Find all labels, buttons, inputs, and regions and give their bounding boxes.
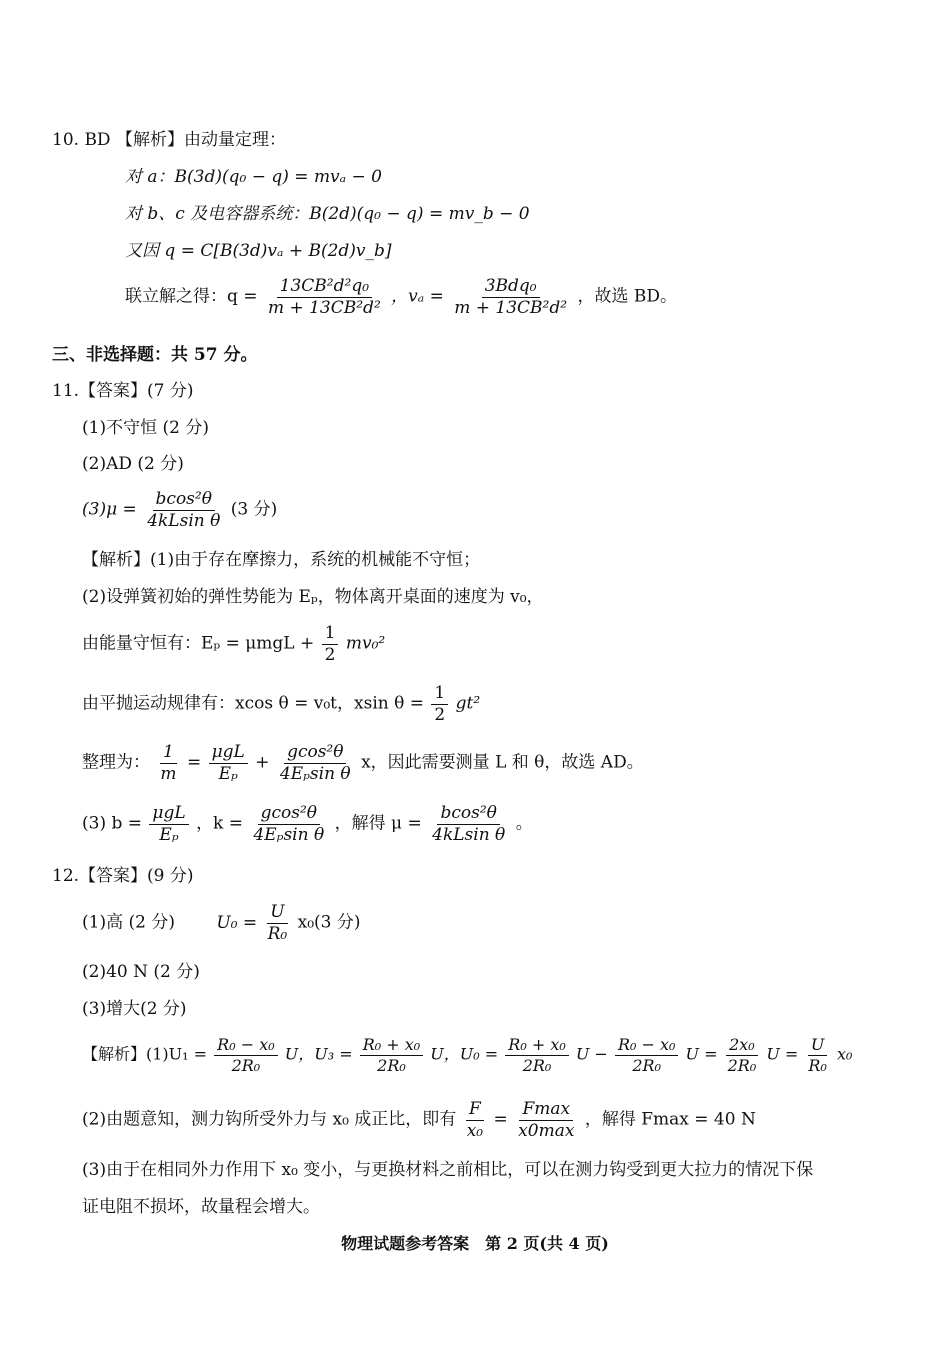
fraction-numerator: 3Bdq₀ xyxy=(482,277,540,298)
fraction-denominator: 2R₀ xyxy=(377,1055,406,1075)
fraction xyxy=(214,1036,277,1074)
q11-heading: 11.【答案】(7 分) xyxy=(52,381,194,401)
q12-explain-2-prefix: (2)由题意知，测力钩所受外力与 x₀ 成正比，即有 xyxy=(82,1109,457,1130)
fraction xyxy=(431,684,448,724)
q11-explain-1: 【解析】(1)由于存在摩擦力，系统的机械能不守恒； xyxy=(82,550,481,570)
fraction xyxy=(250,804,327,844)
q12-explain-1 xyxy=(82,1036,852,1074)
q12-explain-4: 证电阻不损坏，故量程会增大。 xyxy=(82,1197,320,1217)
q11-explain-6-suffix: 。 xyxy=(515,813,533,834)
q11-explain-5 xyxy=(82,743,644,783)
q12-explain-1-m3: U − xyxy=(575,1044,608,1064)
fraction-denominator: 4Eₚsin θ xyxy=(253,824,325,845)
fraction-numerator: R₀ + x₀ xyxy=(505,1036,568,1056)
fraction-numerator: 13CB²d²q₀ xyxy=(277,277,372,298)
q12-explain-2-suffix: ，解得 Fmax = 40 N xyxy=(584,1109,756,1130)
fraction-numerator: Fmax xyxy=(519,1100,573,1121)
fraction xyxy=(144,490,223,530)
fraction xyxy=(265,277,384,317)
q11-answer-3-prefix: (3)μ = xyxy=(82,499,137,520)
fraction-denominator: Eₚ xyxy=(218,763,238,784)
q10-line-q: 又因 q = C[B(3d)vₐ + B(2d)v_b] xyxy=(125,241,392,261)
fraction-denominator: 2R₀ xyxy=(632,1055,661,1075)
q10-solution-suffix: ，故选 BD。 xyxy=(577,286,677,307)
q12-explain-1-m2: U，U₀ = xyxy=(430,1044,499,1064)
equals-sign: = xyxy=(186,752,202,773)
fraction-numerator: bcos²θ xyxy=(437,804,499,825)
fraction xyxy=(265,903,291,943)
fraction-denominator: 4kLsin θ xyxy=(432,824,506,845)
q12-explain-2 xyxy=(82,1100,756,1140)
fraction-denominator: 2R₀ xyxy=(727,1055,757,1075)
fraction xyxy=(429,804,508,844)
fraction xyxy=(615,1036,678,1074)
q12-answer-1 xyxy=(82,903,361,943)
q11-answer-2: (2)AD (2 分) xyxy=(82,454,184,474)
q11-explain-5-suffix: x，因此需要测量 L 和 θ，故选 AD。 xyxy=(361,752,644,773)
fraction xyxy=(360,1036,423,1074)
fraction-numerator: U xyxy=(808,1036,827,1056)
q12-answer-1-eq: U₀ = xyxy=(216,912,258,933)
fraction xyxy=(725,1036,760,1074)
fraction-numerator: μgL xyxy=(209,743,248,764)
q11-explain-3-prefix: 由能量守恒有：Eₚ = μmgL + xyxy=(82,633,315,654)
fraction xyxy=(322,624,339,664)
fraction-numerator: 1 xyxy=(322,624,339,645)
q11-explain-6-mid2: ，解得 μ = xyxy=(334,813,422,834)
fraction xyxy=(805,1036,829,1074)
fraction-denominator: m xyxy=(160,763,177,784)
q10-heading: 10. BD 【解析】由动量定理： xyxy=(52,130,286,150)
fraction-numerator: bcos²θ xyxy=(153,490,215,511)
fraction-denominator: 4Eₚsin θ xyxy=(279,763,351,784)
q12-answer-2: (2)40 N (2 分) xyxy=(82,962,200,982)
q11-explain-4-suffix: gt² xyxy=(455,693,481,714)
q11-explain-3 xyxy=(82,624,385,664)
fraction xyxy=(515,1100,577,1140)
fraction xyxy=(209,743,248,783)
fraction xyxy=(149,804,188,844)
q12-explain-1-m4: U = xyxy=(685,1044,718,1064)
fraction xyxy=(451,277,570,317)
q11-explain-4 xyxy=(82,684,480,724)
fraction-numerator: 1 xyxy=(431,684,448,705)
q10-solution xyxy=(125,277,677,317)
equals-sign: = xyxy=(493,1109,508,1130)
q12-explain-1-suffix: x₀ xyxy=(836,1044,853,1064)
q12-explain-1-prefix: 【解析】(1)U₁ = xyxy=(82,1044,208,1064)
fraction-numerator: U xyxy=(267,903,287,924)
q11-explain-6-mid: ，k = xyxy=(196,813,244,834)
q12-explain-1-m1: U，U₃ = xyxy=(284,1044,353,1064)
page-footer: 物理试题参考答案 第 2 页(共 4 页) xyxy=(341,1234,609,1253)
q11-explain-5-prefix: 整理为： xyxy=(82,752,150,773)
fraction-denominator: Eₚ xyxy=(159,824,179,845)
fraction-numerator: R₀ − x₀ xyxy=(615,1036,678,1056)
fraction-denominator: 2 xyxy=(434,704,446,725)
q10-solution-mid: ，vₐ = xyxy=(391,286,444,307)
fraction-denominator: m + 13CB²d² xyxy=(267,297,381,318)
fraction-numerator: 2x₀ xyxy=(726,1036,758,1056)
fraction-numerator: gcos²θ xyxy=(284,743,346,764)
fraction-numerator: R₀ + x₀ xyxy=(360,1036,423,1056)
fraction-denominator: 2R₀ xyxy=(522,1055,552,1075)
q10-line-bc: 对 b、c 及电容器系统：B(2d)(q₀ − q) = mv_b − 0 xyxy=(125,204,530,224)
q12-answer-1-prefix: (1)高 (2 分) xyxy=(82,912,175,933)
q11-explain-3-suffix: mv₀² xyxy=(345,633,386,654)
section-heading: 三、非选择题：共 57 分。 xyxy=(52,345,258,365)
fraction-numerator: μgL xyxy=(149,804,188,825)
q11-explain-6-prefix: (3) b = xyxy=(82,813,143,834)
q11-answer-3 xyxy=(82,490,277,530)
fraction-denominator: x0max xyxy=(518,1120,575,1141)
fraction xyxy=(464,1100,486,1140)
fraction xyxy=(505,1036,568,1074)
fraction-numerator: F xyxy=(466,1100,484,1121)
q10-solution-prefix: 联立解之得：q = xyxy=(125,286,258,307)
plus-sign: + xyxy=(255,752,270,773)
fraction xyxy=(157,743,179,783)
q11-explain-4-prefix: 由平抛运动规律有：xcos θ = v₀t，xsin θ = xyxy=(82,693,424,714)
fraction xyxy=(277,743,354,783)
fraction-denominator: m + 13CB²d² xyxy=(454,297,568,318)
q12-explain-1-m5: U = xyxy=(766,1044,799,1064)
fraction-denominator: x₀ xyxy=(466,1120,484,1141)
fraction-denominator: R₀ xyxy=(267,923,288,944)
fraction-denominator: 4kLsin θ xyxy=(147,510,221,531)
q12-explain-3: (3)由于在相同外力作用下 x₀ 变小，与更换材料之前相比，可以在测力钩受到更大拉力的情况下保 xyxy=(82,1160,814,1180)
fraction-numerator: 1 xyxy=(160,743,177,764)
fraction-denominator: R₀ xyxy=(808,1055,827,1075)
fraction-denominator: 2R₀ xyxy=(231,1055,261,1075)
fraction-denominator: 2 xyxy=(324,644,336,665)
fraction-numerator: gcos²θ xyxy=(258,804,320,825)
q10-line-a: 对 a：B(3d)(q₀ − q) = mvₐ − 0 xyxy=(125,167,382,187)
fraction-numerator: R₀ − x₀ xyxy=(214,1036,277,1056)
q11-explain-6 xyxy=(82,804,533,844)
q12-answer-1-suffix: x₀(3 分) xyxy=(297,912,361,933)
q11-answer-3-points: (3 分) xyxy=(230,499,278,520)
q12-answer-3: (3)增大(2 分) xyxy=(82,999,187,1019)
q11-explain-2: (2)设弹簧初始的弹性势能为 Eₚ，物体离开桌面的速度为 v₀， xyxy=(82,587,544,607)
q11-answer-1: (1)不守恒 (2 分) xyxy=(82,418,209,438)
q12-heading: 12.【答案】(9 分) xyxy=(52,866,194,886)
